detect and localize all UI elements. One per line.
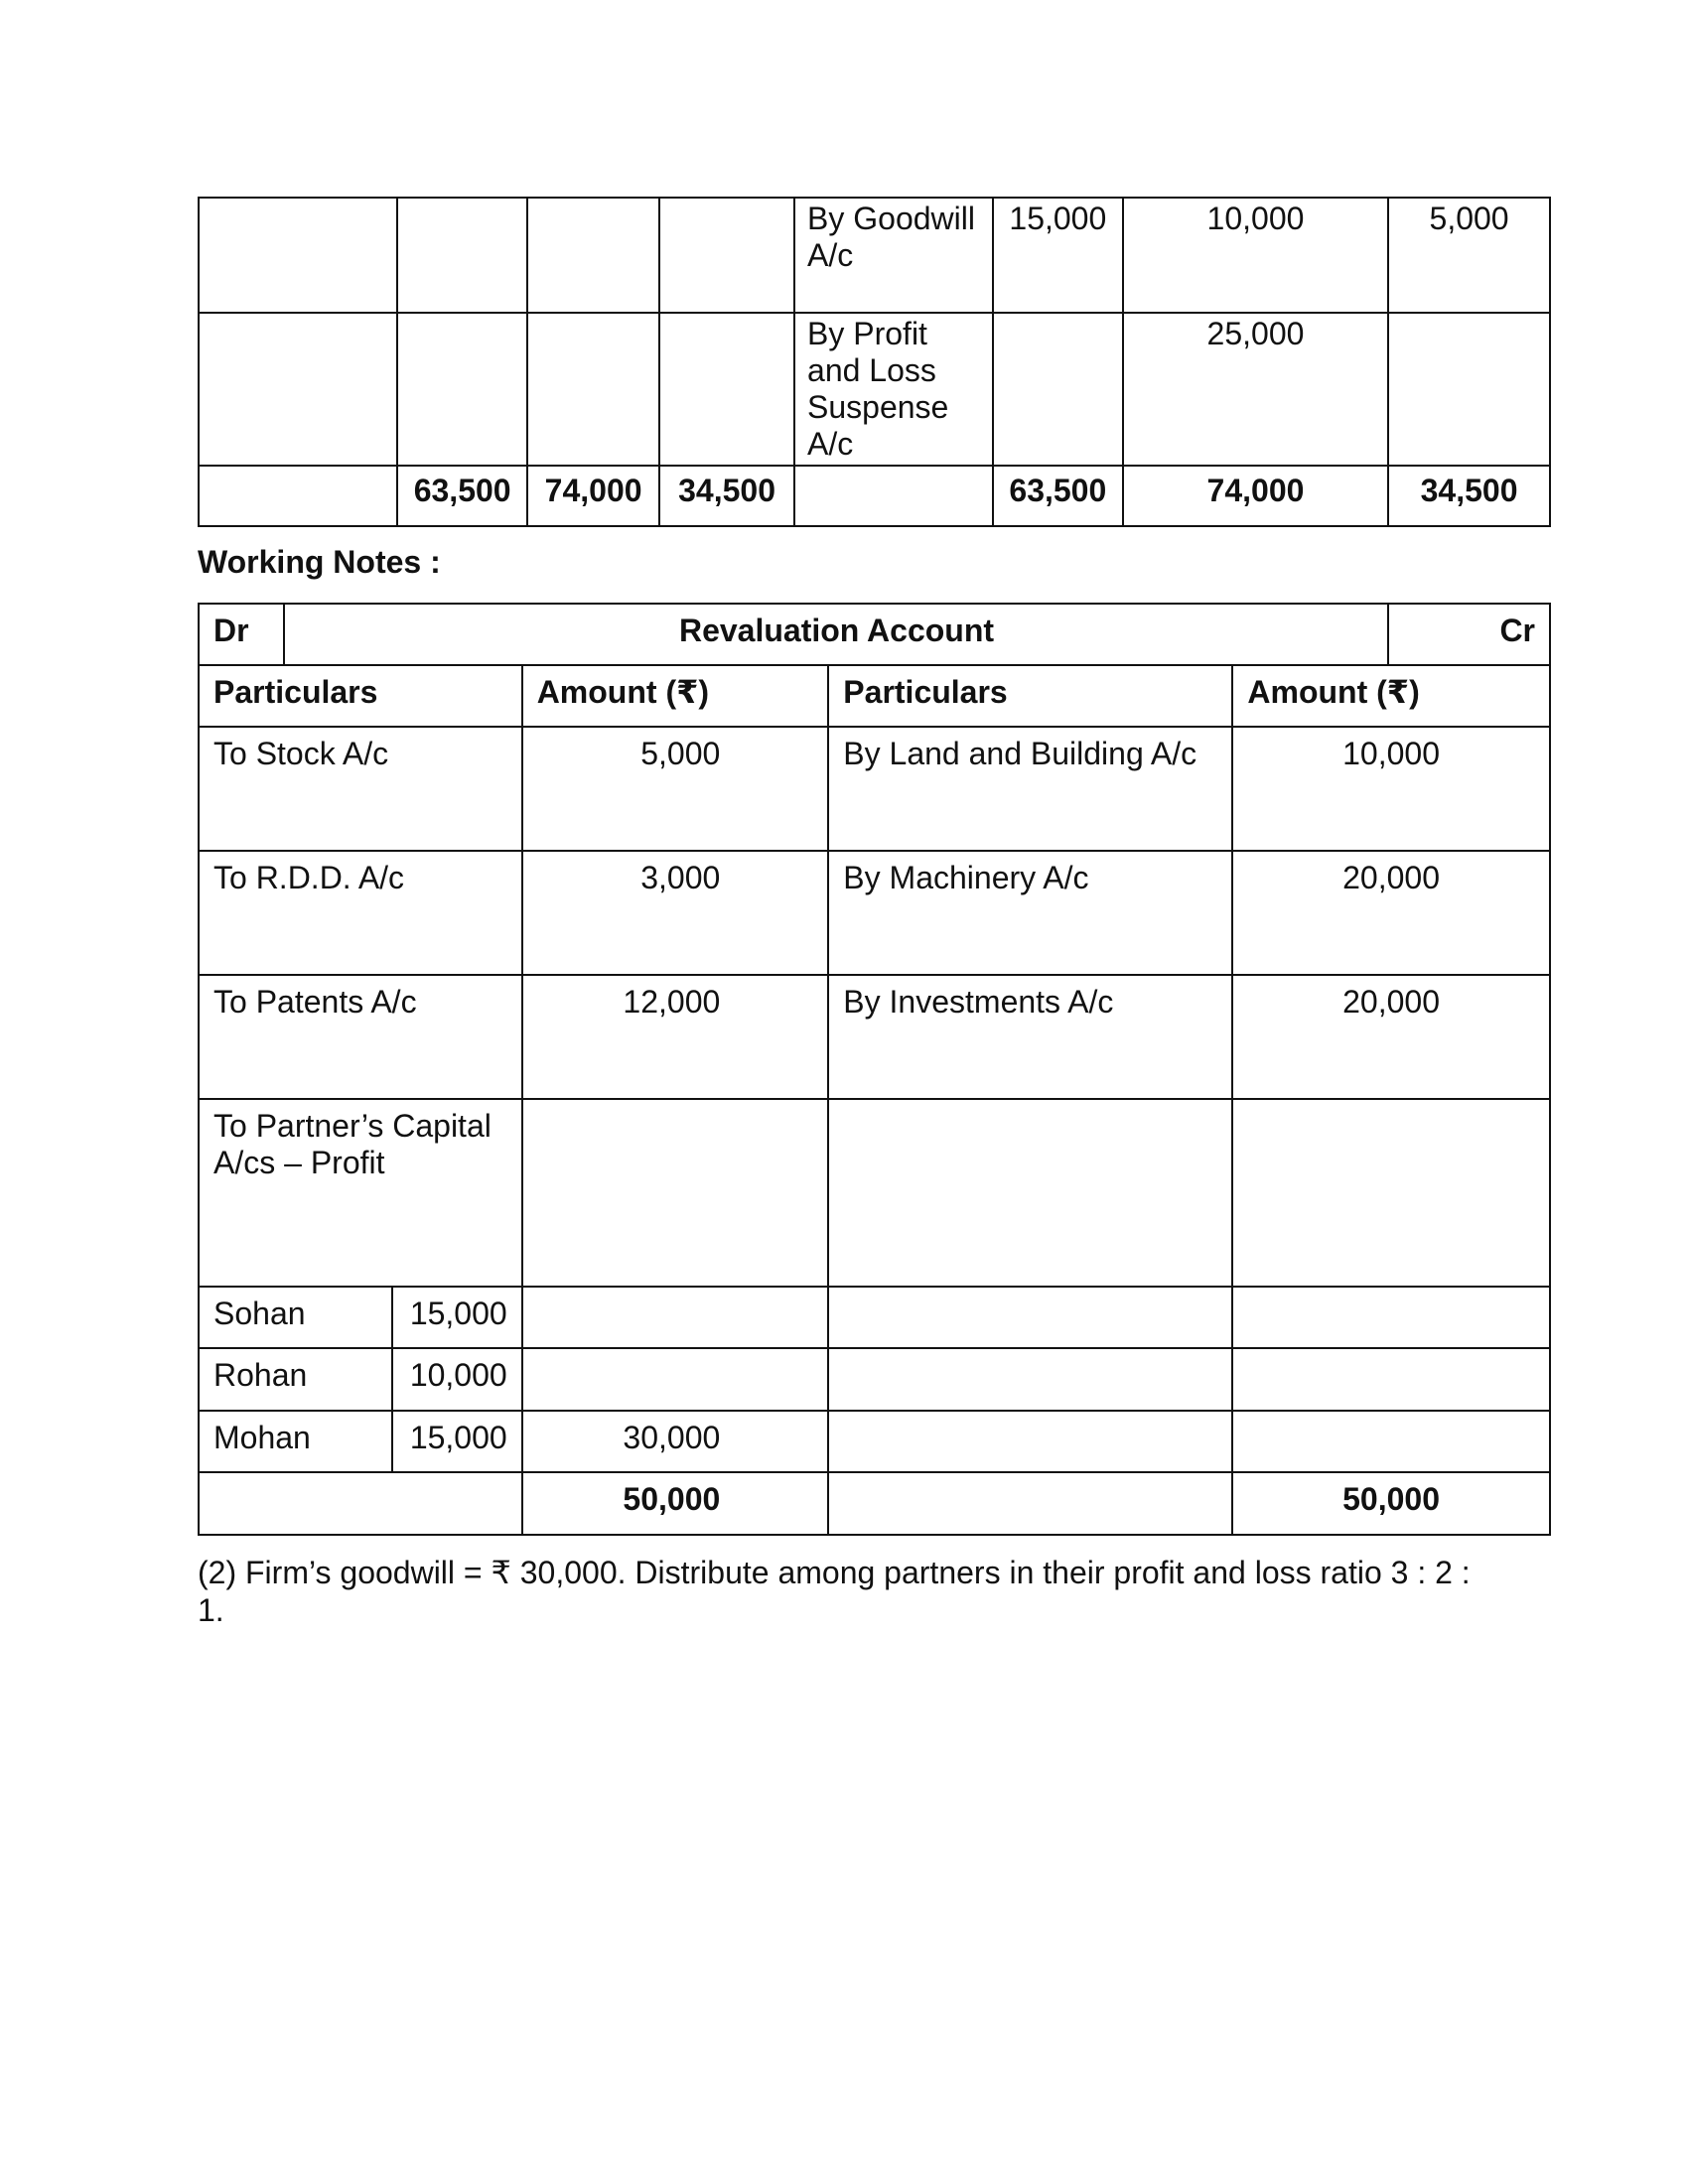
divider xyxy=(1387,605,1389,664)
empty-cell xyxy=(527,198,659,313)
partner-share-row xyxy=(199,1348,1550,1411)
debit-amount: 5,000 xyxy=(522,727,829,851)
particulars-header: Particulars xyxy=(828,665,1232,727)
credit-amount: 20,000 xyxy=(1232,851,1550,975)
particular-cell: By Profit and Loss Suspense A/c xyxy=(794,313,993,466)
revaluation-account-table xyxy=(198,664,1551,1536)
amount-rohan: 25,000 xyxy=(1123,313,1388,466)
partner-name: Sohan xyxy=(199,1287,392,1348)
partners-total: 30,000 xyxy=(522,1411,829,1472)
empty-cell xyxy=(828,1099,1232,1287)
amount-mohan xyxy=(1388,313,1550,466)
empty-cell xyxy=(199,198,397,313)
partner-share: 15,000 xyxy=(392,1287,522,1348)
amount-header: Amount (₹) xyxy=(522,665,829,727)
credit-particular: By Machinery A/c xyxy=(828,851,1232,975)
capital-totals-row xyxy=(199,466,1550,526)
empty-cell xyxy=(659,198,794,313)
empty-cell xyxy=(527,313,659,466)
total-debit-mohan: 34,500 xyxy=(659,466,794,526)
total-debit-sohan: 63,500 xyxy=(397,466,527,526)
debit-label: Dr xyxy=(213,613,249,648)
revaluation-row xyxy=(199,975,1550,1099)
credit-label: Cr xyxy=(1499,613,1535,648)
partner-share-row xyxy=(199,1287,1550,1348)
revaluation-row xyxy=(199,851,1550,975)
goodwill-note: (2) Firm’s goodwill = ₹ 30,000. Distribute among partners in their profit and loss ratio 3 : 2 : 1. xyxy=(198,1555,1471,1628)
revaluation-totals-row xyxy=(199,1472,1550,1535)
empty-cell xyxy=(199,1472,522,1535)
empty-cell xyxy=(1232,1287,1550,1348)
particular-cell: By Goodwill A/c xyxy=(794,198,993,313)
empty-cell xyxy=(397,198,527,313)
partner-share-row xyxy=(199,1411,1550,1472)
debit-total: 50,000 xyxy=(522,1472,829,1535)
debit-particular: To Patents A/c xyxy=(199,975,522,1099)
debit-amount: 12,000 xyxy=(522,975,829,1099)
total-credit-mohan: 34,500 xyxy=(1388,466,1550,526)
debit-amount: 3,000 xyxy=(522,851,829,975)
amount-sohan: 15,000 xyxy=(993,198,1123,313)
empty-cell xyxy=(522,1348,829,1411)
amount-header: Amount (₹) xyxy=(1232,665,1550,727)
amount-sohan xyxy=(993,313,1123,466)
empty-cell xyxy=(659,313,794,466)
working-notes-title: Working Notes : xyxy=(198,544,441,580)
empty-cell xyxy=(397,313,527,466)
total-debit-rohan: 74,000 xyxy=(527,466,659,526)
total-credit-rohan: 74,000 xyxy=(1123,466,1388,526)
particulars-header: Particulars xyxy=(199,665,522,727)
capital-row-goodwill xyxy=(199,198,1550,313)
partner-share: 15,000 xyxy=(392,1411,522,1472)
debit-particular: To R.D.D. A/c xyxy=(199,851,522,975)
partner-capital-heading: To Partner’s Capital A/cs – Profit xyxy=(199,1099,522,1287)
amount-rohan: 10,000 xyxy=(1123,198,1388,313)
empty-cell xyxy=(828,1472,1232,1535)
partner-share: 10,000 xyxy=(392,1348,522,1411)
credit-amount: 20,000 xyxy=(1232,975,1550,1099)
revaluation-title: Revaluation Account xyxy=(678,613,995,648)
empty-cell xyxy=(199,466,397,526)
empty-cell xyxy=(522,1287,829,1348)
credit-amount: 10,000 xyxy=(1232,727,1550,851)
credit-particular: By Investments A/c xyxy=(828,975,1232,1099)
capital-accounts-table xyxy=(198,197,1551,527)
empty-cell xyxy=(828,1411,1232,1472)
credit-particular: By Land and Building A/c xyxy=(828,727,1232,851)
capital-row-pl-suspense xyxy=(199,313,1550,466)
debit-particular: To Stock A/c xyxy=(199,727,522,851)
revaluation-header xyxy=(198,603,1551,666)
revaluation-row xyxy=(199,727,1550,851)
empty-cell xyxy=(828,1348,1232,1411)
empty-cell xyxy=(1232,1348,1550,1411)
credit-total: 50,000 xyxy=(1232,1472,1550,1535)
empty-cell xyxy=(199,313,397,466)
amount-mohan: 5,000 xyxy=(1388,198,1550,313)
empty-cell xyxy=(522,1099,829,1287)
total-credit-sohan: 63,500 xyxy=(993,466,1123,526)
partner-name: Mohan xyxy=(199,1411,392,1472)
empty-cell xyxy=(794,466,993,526)
partner-name: Rohan xyxy=(199,1348,392,1411)
revaluation-header-row xyxy=(199,665,1550,727)
divider xyxy=(283,605,285,664)
partner-capital-heading-row xyxy=(199,1099,1550,1287)
empty-cell xyxy=(1232,1099,1550,1287)
empty-cell xyxy=(828,1287,1232,1348)
empty-cell xyxy=(1232,1411,1550,1472)
